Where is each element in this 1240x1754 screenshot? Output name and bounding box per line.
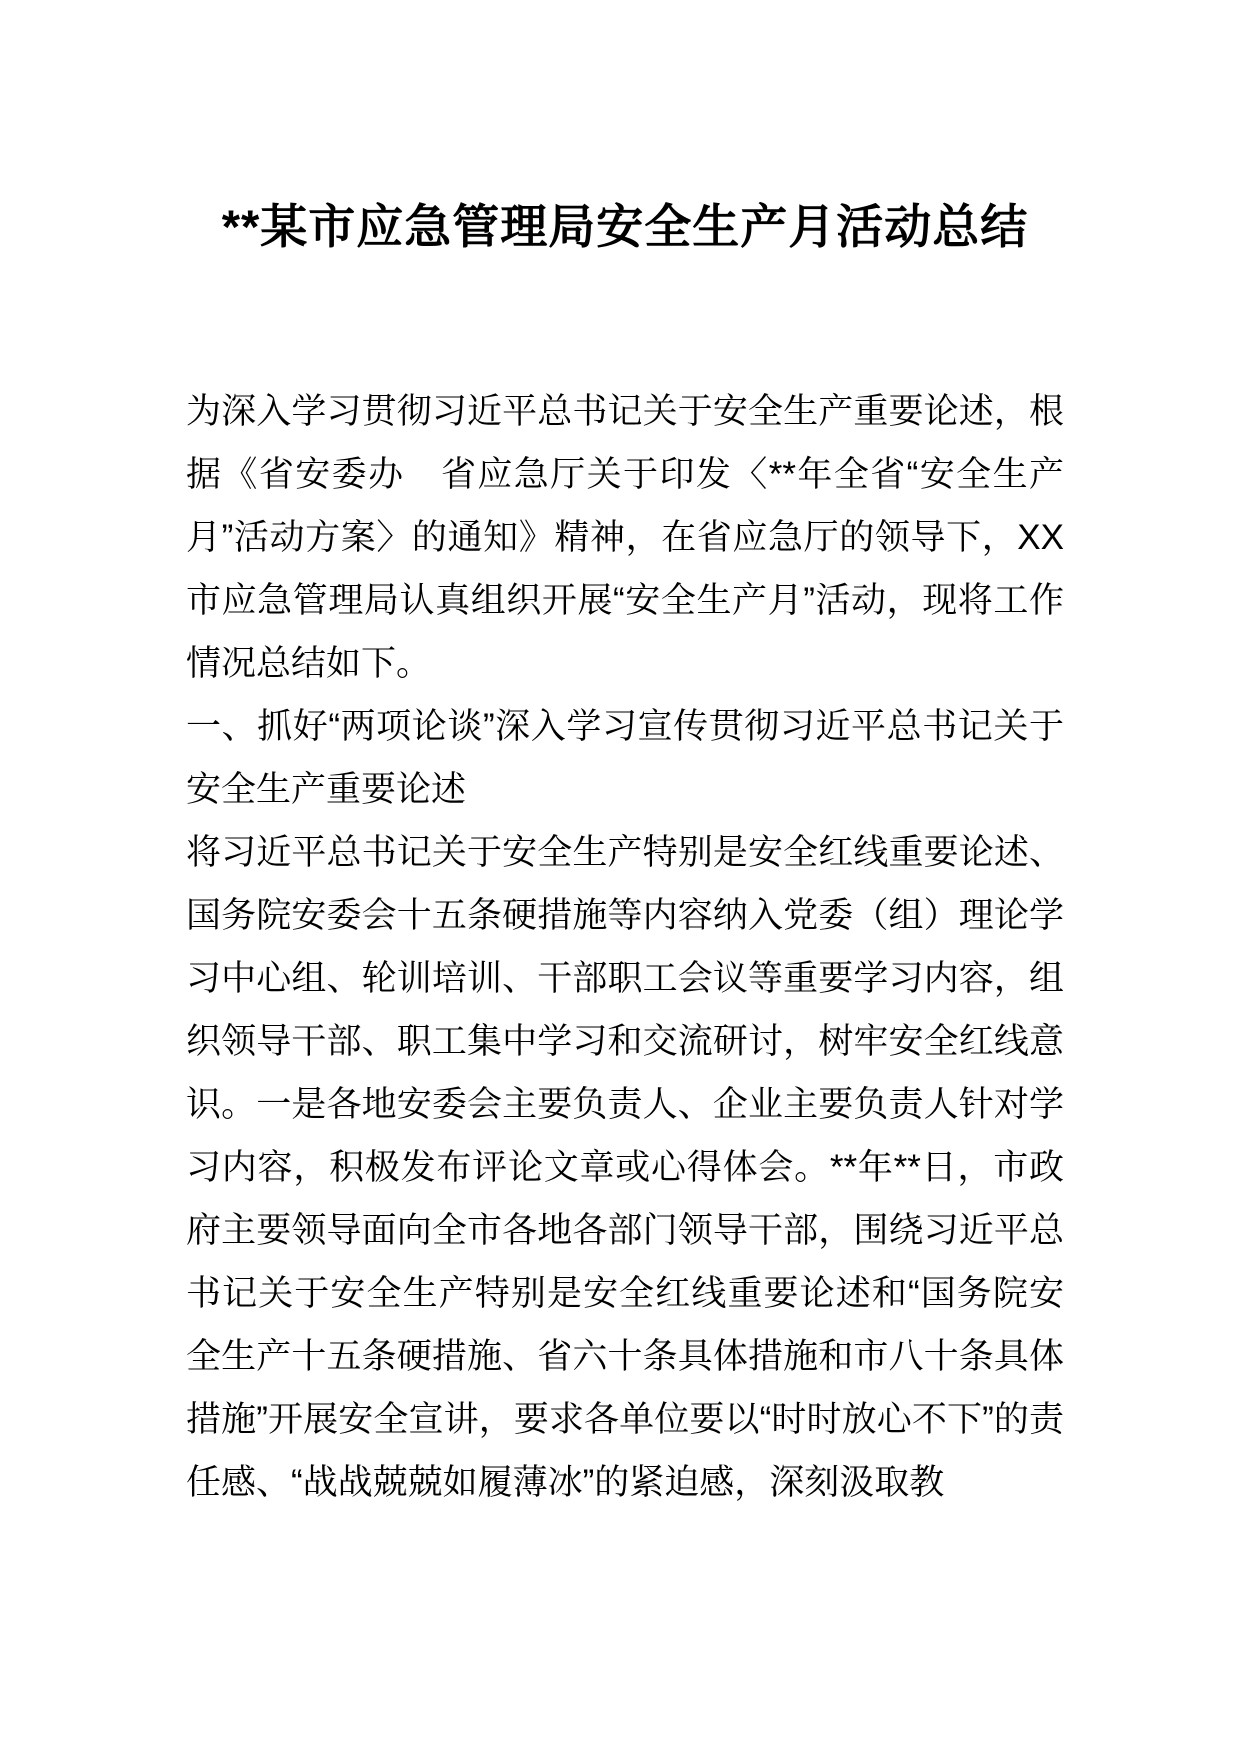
paragraph-section-body: 将习近平总书记关于安全生产特别是安全红线重要论述、国务院安委会十五条硬措施等内容纳入党委（组）理论学习中心组、轮训培训、干部职工会议等重要学习内容，组织领导干部、职工集中学习和交流研讨，树牢安全红线意识。一是各地安委会主要负责人、企业主要负责人针对学习内容，积极发布评论文章或心得体会。**年**日，市政府主要领导面向全市各地各部门领导干部，围绕习近平总书记关于安全生产特别是安全红线重要论述和“国务院安全生产十五条硬措施、省六十条具体措施和市八十条具体措施”开展安全宣讲，要求各单位要以“时时放心不下”的责任感、“战战兢兢如履薄冰”的紧迫感，深刻汲取教 [186, 833, 1064, 1502]
paragraph-section-heading: 一、抓好“两项论谈”深入学习宣传贯彻习近平总书记关于安全生产重要论述 [186, 707, 1064, 809]
document-title: **某市应急管理局安全生产月活动总结 [221, 200, 1029, 253]
document-body [186, 380, 1064, 1514]
paragraph-intro: 为深入学习贯彻习近平总书记关于安全生产重要论述，根据《省安委办 省应急厅关于印发〈**年全省“安全生产月”活动方案〉的通知》精神，在省应急厅的领导下，XX市应急管理局认真组织开展“安全生产月”活动，现将工作情况总结如下。 [186, 392, 1064, 683]
